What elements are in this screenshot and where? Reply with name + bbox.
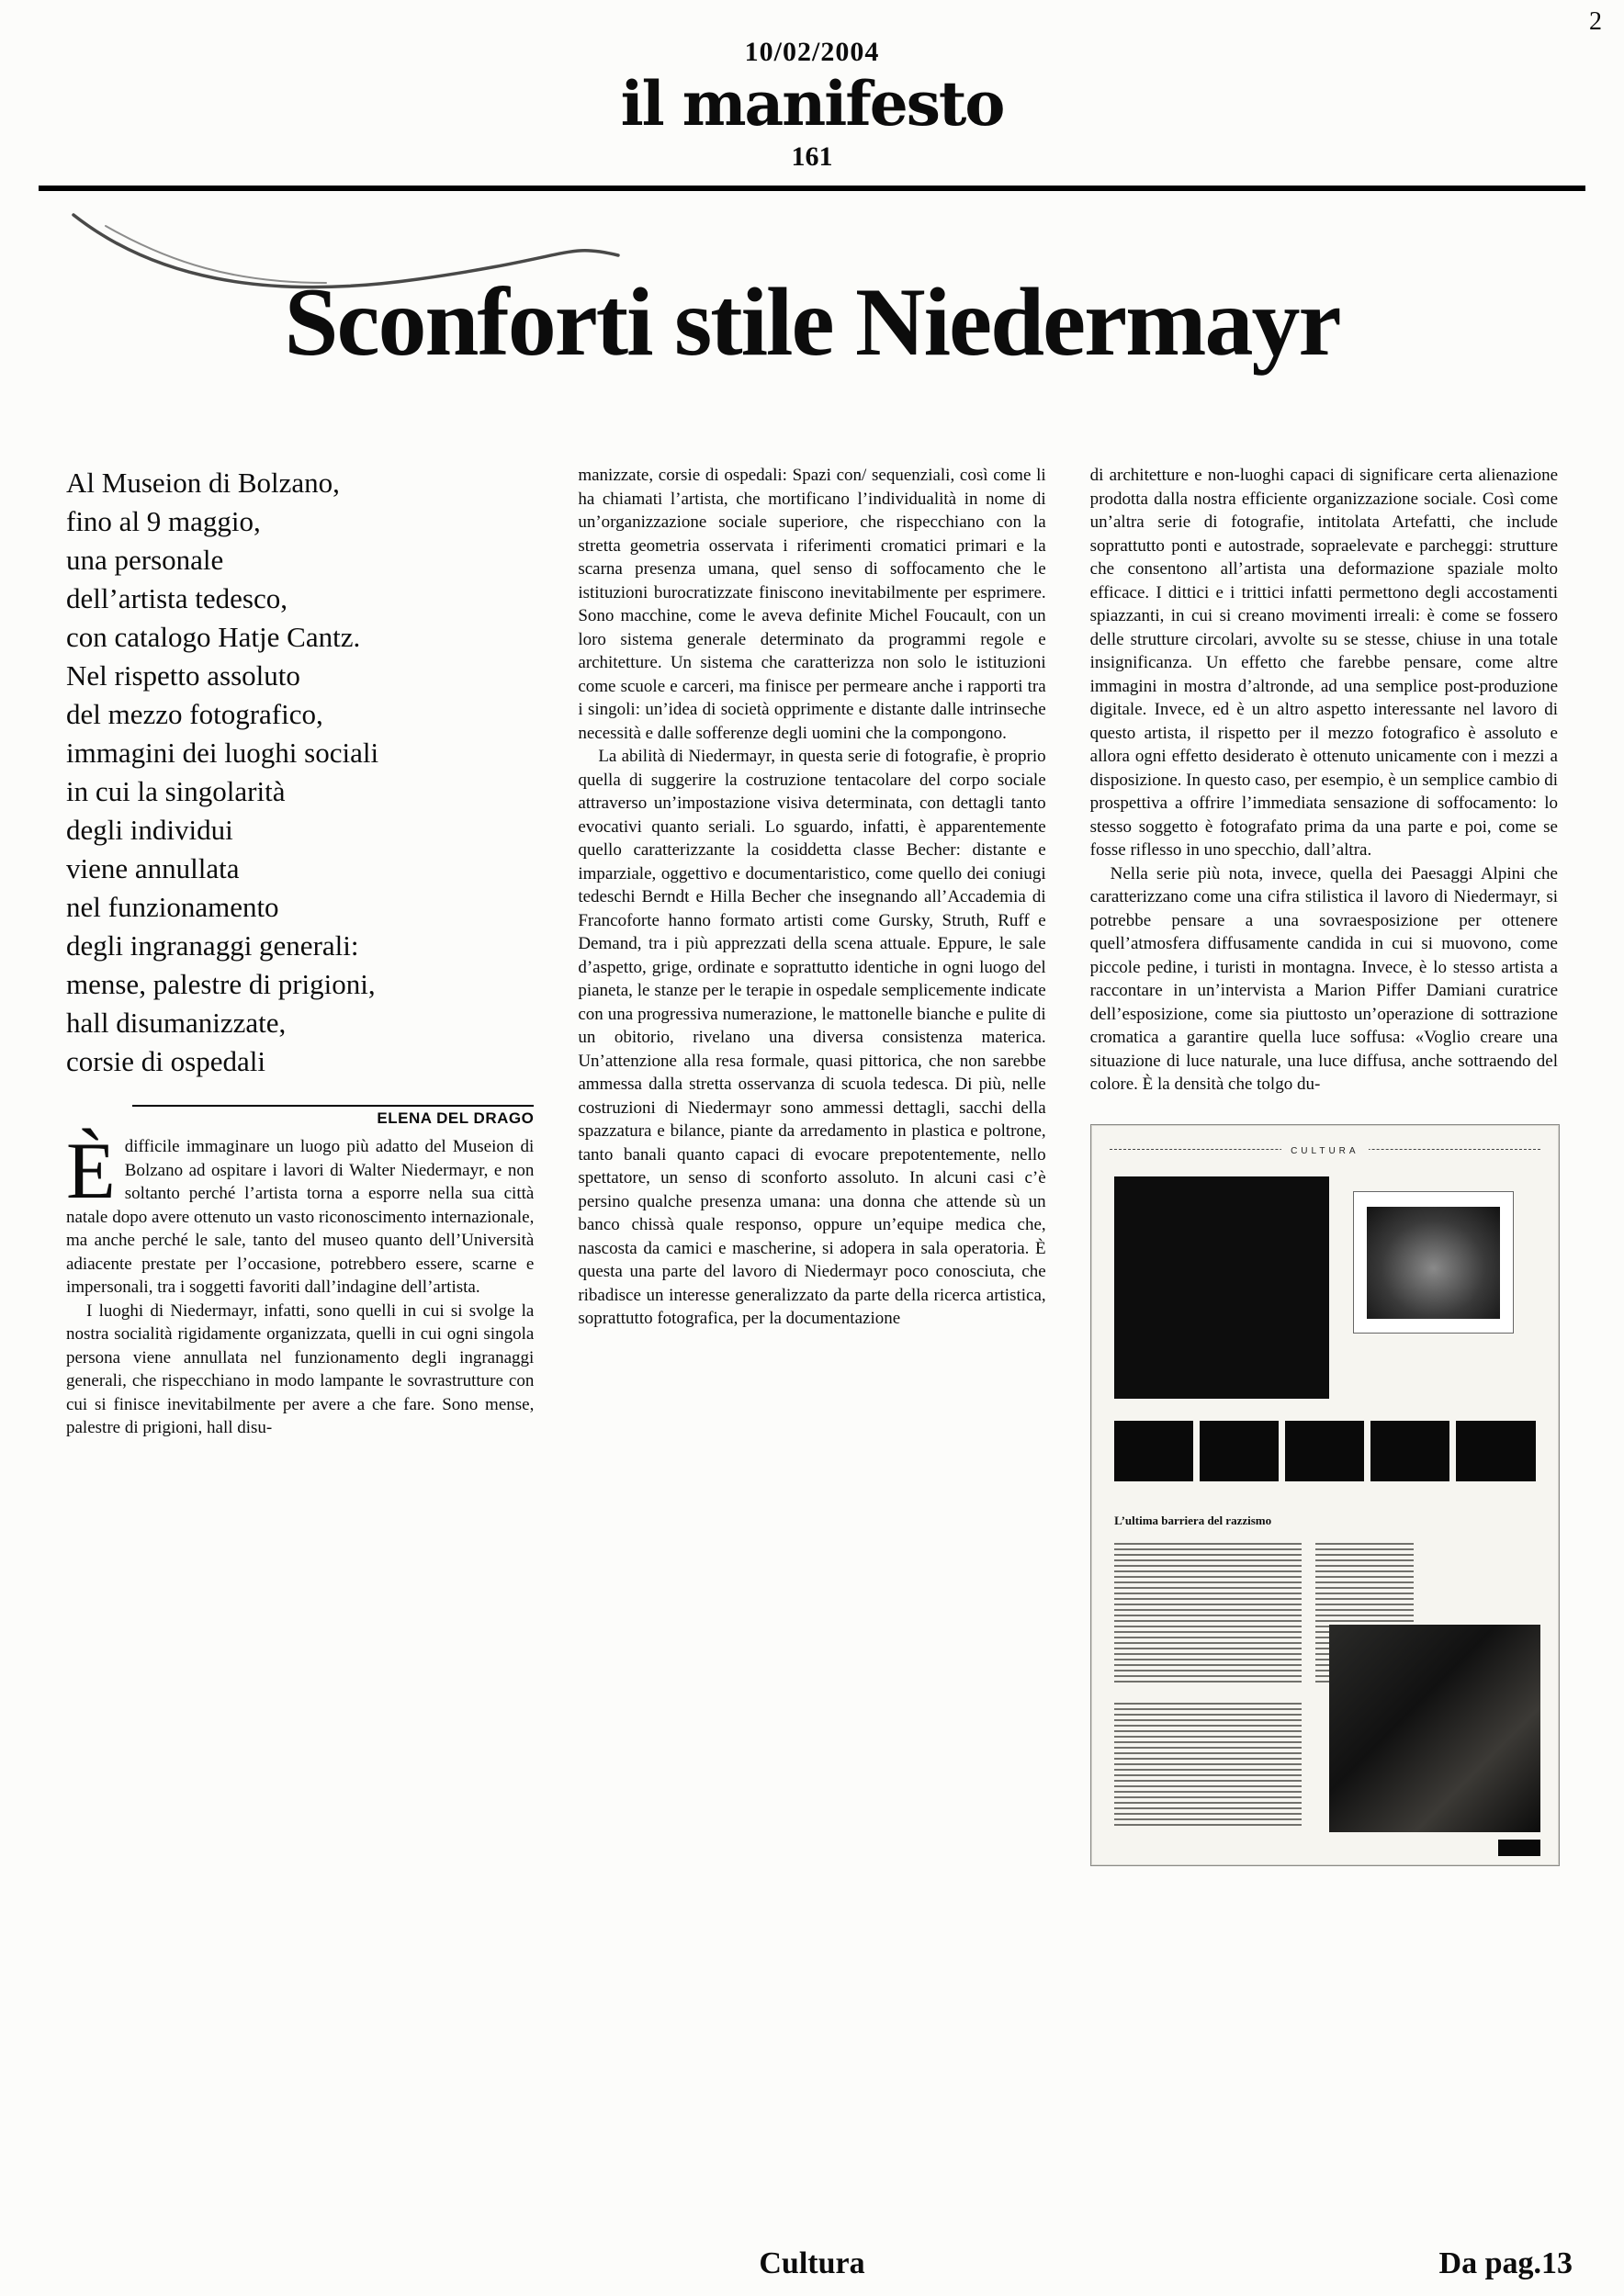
- masthead-logo: il manifesto: [620, 68, 1004, 140]
- paragraph-text: difficile immaginare un luogo più adatto del Museion di Bolzano ad ospitare i lavori di Walter Niedermayr, e non soltanto perché l’artista torna a esporre nella sua città natale dopo avere ottenuto un vasto riconoscimento internazionale, ma anche perché le sale, tanto del museo quanto dell’Università adiacente prestate per l’occasione, potrebbero essere, scarne e impersonali, tra i soggetti favoriti dall’indagine dell’artista.: [66, 1137, 535, 1298]
- thumbnail-photo-strip: [1114, 1421, 1535, 1481]
- thumbnail-photo-small: [1456, 1421, 1535, 1481]
- standfirst-line: mense, palestre di prigioni,: [66, 968, 376, 1001]
- thumbnail-section-label: CULTURA: [1281, 1146, 1368, 1156]
- thumbnail-photo-small: [1114, 1421, 1193, 1481]
- thumbnail-photo-framed-image: [1367, 1207, 1500, 1320]
- thumbnail-photo-large: [1114, 1176, 1329, 1399]
- article-columns: [0, 438, 1624, 1866]
- standfirst-line: in cui la singolarità: [66, 775, 286, 808]
- thumbnail-section-rule: [1110, 1145, 1540, 1166]
- standfirst-line: nel funzionamento: [66, 891, 279, 924]
- article-paragraph: I luoghi di Niedermayr, infatti, sono quelli in cui si svolge la nostra socialità rigidamente organizzata, quelli in cui ogni singola persona viene annullata nel funzionamento degli ingranaggi generali, che rispecchiano in modo lampante le sovrastrutture con cui si finisce inevitabilmente per avere a che fare. Sono mense, palestre di prigioni, hall disu-: [66, 1300, 535, 1438]
- thumbnail-photo-small: [1370, 1421, 1449, 1481]
- article-paragraph: [66, 1127, 535, 1300]
- thumbnail-photo-small: [1285, 1421, 1364, 1481]
- standfirst-line: una personale: [66, 544, 224, 577]
- related-page-thumbnail: [1090, 1124, 1560, 1866]
- drop-cap: È: [66, 1127, 116, 1217]
- body-text-left: [66, 1127, 535, 1440]
- standfirst-line: Nel rispetto assoluto: [66, 659, 300, 692]
- column-right: [1090, 464, 1558, 1866]
- standfirst-line: degli ingranaggi generali:: [66, 929, 359, 962]
- column-middle: [578, 464, 1045, 1331]
- column-left: [66, 464, 534, 1440]
- thumbnail-photo-bottom: [1329, 1625, 1539, 1832]
- standfirst-line: immagini dei luoghi sociali: [66, 737, 379, 770]
- standfirst-line: Al Museion di Bolzano,: [66, 467, 340, 500]
- article-paragraph: di architetture e non-luoghi capaci di significare certa alienazione prodotta dalla nostra efficiente organizzazione sociale. Così come un’altra serie di fotografie, intitolata Artefatti, che include soprattutto ponti e autostrade, sopraelevate e parcheggi: strutture che consentono all’artista una deformazione spaziale molto efficace. I dittici e i trittici infatti permettono degli accostamenti spiazzanti, in cui si creano movimenti irreali: è come se fossero delle strutture circolari, avvolte su se stesse, chiuse in una totale insignificanza. Un effetto che farebbe pensare, come altre immagini in mostra d’altronde, ad una semplice post-produzione digitale. Invece, ed è un altro aspetto interessante nel lavoro di questo artista, il rispetto per il mezzo fotografico è assoluto e allora ogni effetto desiderato è ottenuto unicamente con i mezzi a disposizione. In questo caso, per esempio, è un semplice cambio di prospettiva a offrire l’immediata sensazione di soffocamento: lo stesso soggetto è fotografato prima da una parte e poi, come se fosse riflesso in uno specchio, dall’altra.: [1089, 466, 1558, 861]
- issue-number: 161: [791, 141, 833, 172]
- standfirst-line: dell’artista tedesco,: [66, 582, 288, 615]
- standfirst-line: del mezzo fotografico,: [66, 698, 323, 731]
- thumbnail-photo-small: [1200, 1421, 1279, 1481]
- standfirst: [66, 464, 534, 1081]
- article-headline: Sconforti stile Niedermayr: [284, 268, 1340, 377]
- issue-date: 10/02/2004: [744, 37, 880, 67]
- article-paragraph: La abilità di Niedermayr, in questa serie di fotografie, è proprio quella di suggerire la costruzione tentacolare del corpo sociale attraverso un’impostazione visiva determinata, con dettagli tanto evocativi quanto seriali. Lo sguardo, infatti, è apparentemente quello caratterizzante la cosiddetta classe Becher: distante e imparziale, oggettivo e documentaristico, come quello dei coniugi tedeschi Berndt e Hilla Becher che insegnando all’Accademia di Francoforte hanno formato artisti come Gursky, Struth, Ruff e Demand, tra i più apprezzati della scena attuale. Eppure, le sale d’aspetto, grige, ordinate e soprattutto identiche in ogni luogo del pianeta, le stanze per le terapie in ospedale semplicemente indicate con una progressiva numerazione, le mattonelle bianche e pulite di un obitorio, rivelano una diversa consistenza materica. Un’attenzione alla resa formale, quasi pittorica, che non sarebbe ammessa dalla stretta osservanza di scuola tedesca. Di più, nelle costruzioni di Niedermayr sono ammessi dettagli, sacchi della spazzatura e bilance, piante da arredamento in plastica e poltrone, tanto banali quanto capaci di evocare prepotentemente, nello spettatore, un senso di sconforto assoluto. In alcuni casi c’è persino qualche presenza umana: una donna che attende sù un banco chissà quale responso, oppure un’equipe medica che, nascosta da camici e mascherine, si adopera in sala operatoria. È questa una parte del lavoro di Niedermayr poco conosciuta, che ribadisce un interesse generalizzato da parte della ricerca artistica, soprattutto fotografica, per la documentazione: [578, 747, 1046, 1329]
- standfirst-line: degli individui: [66, 814, 233, 847]
- article-paragraph: Nella serie più nota, invece, quella dei Paesaggi Alpini che caratterizzano come una cifra stilistica il lavoro di Niedermayr, si potrebbe pensare a una sovraesposizione per ottenere quell’atmosfera diffusamente candida in cui si muovono, come piccole pedine, i turisti in montagna. Invece, è lo stesso artista a raccontare in un’intervista a Marion Piffer Damiani curatrice dell’esposizione, come sia piuttosto un’operazione di sottrazione cromatica a garantire quella luce soffusa: «Voglio creare una situazione di luce naturale, una luce diffusa, anche sottraendo del colore. È la densità che tolgo du-: [1089, 863, 1558, 1095]
- thumbnail-text-block: [1114, 1543, 1302, 1683]
- page-number: 2: [1589, 7, 1602, 36]
- continuation-reference: Da pag.13: [1438, 2246, 1573, 2280]
- headline-block: [0, 191, 1624, 377]
- body-text-right: [1090, 464, 1558, 1097]
- standfirst-line: viene annullata: [66, 852, 240, 885]
- newspaper-header: [0, 0, 1624, 173]
- thumbnail-headline: L’ultima barriera del razzismo: [1114, 1513, 1272, 1527]
- standfirst-line: con catalogo Hatje Cantz.: [66, 621, 361, 654]
- standfirst-line: fino al 9 maggio,: [66, 505, 261, 538]
- byline: ELENA DEL DRAGO: [132, 1105, 534, 1128]
- section-label: Cultura: [759, 2246, 865, 2280]
- standfirst-line: hall disumanizzate,: [66, 1007, 287, 1040]
- thumbnail-photo-framed: [1353, 1191, 1514, 1334]
- thumbnail-text-block: [1114, 1703, 1302, 1829]
- article-paragraph: manizzate, corsie di ospedali: Spazi con/ sequenziali, così come li ha chiamati l’artista, che mortificano l’individualità in nome di un’organizzazione sociale superiore, che rispecchiano con la stretta geometria osservata i riferimenti cromatici primari e la scarna presenza umana, quel senso di soffocamento che le istituzioni burocratizzate finiscono inevitabilmente per esprimere. Sono macchine, come le aveva definite Michel Foucault, con un loro sistema generale determinato da programmi regole e architetture. Un sistema che caratterizza non solo le istituzioni come scuole e carceri, ma finisce per permeare anche i rapporti tra i singoli: un’idea di società opprimente e distante dalle intrinseche necessità e dalle sofferenze degli uomini che la compongono.: [578, 466, 1046, 743]
- thumbnail-logo-box: [1498, 1840, 1540, 1856]
- standfirst-line: corsie di ospedali: [66, 1045, 265, 1078]
